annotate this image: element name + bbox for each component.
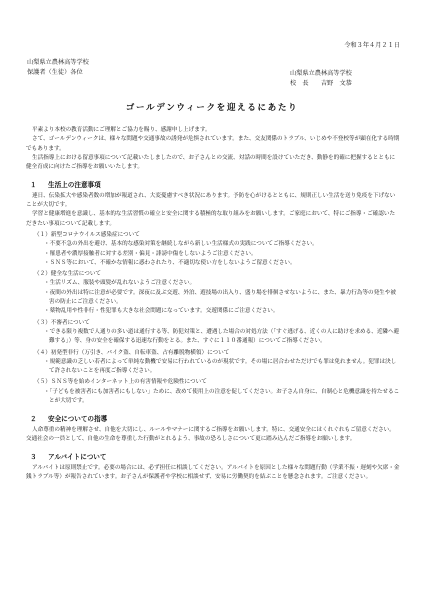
- section-number: １: [30, 181, 37, 190]
- document-title: ゴールデンウィークを迎えるにあたり: [125, 103, 299, 113]
- intro-paragraph: 生活指導上における留意事項について記載いたしましたので、お子さんとの交流、対話の時間を設けていただき、動静を的確に把握するとともに健全育成に向けたご指導をお願いいたします。: [26, 154, 396, 171]
- subsection-heading: （１）新型コロナウイルス感染症について: [34, 231, 140, 238]
- section-heading: [26, 415, 400, 424]
- bullet-item: ・罹患者や濃厚接触者に対する差別・偏見・誹謗中傷をしないようご注意ください。: [44, 250, 257, 257]
- recipient-school: 山梨県立農林高等学校: [27, 59, 89, 66]
- section-paragraph: 人命尊重の精神を理解させ、自他を大切にし、ルールやマナーに関するご指導をお願いします。特に、交通安全にはくれぐれもご留意ください。交通社会の一員として、自他の生命を尊重した行動がとれるよう、事故の恐ろしさについて更に踏み込んだご指導をお願いします。: [26, 426, 395, 442]
- bullet-item: ・生活リズム、服装や頭髪が乱れないようご注意ください。: [44, 280, 196, 287]
- sender-principal: 校 長 吉野 文恭: [290, 79, 352, 87]
- section-paragraph: アルバイトは原則禁止です。必要の場合には、必ず担任に相談してください。アルバイトを原因とした様々な問題行動（学業不振・遅刻や欠席・金銭トラブル等）が報告されています。お子さんが保護者や学校に相談せず、安易に労働契約を結ぶことを懸念されます。ご注意ください。: [26, 464, 400, 480]
- recipient-parents: 保護者（生徒）各位: [27, 68, 83, 76]
- section-title: アルバイトについて: [48, 453, 107, 462]
- section-title: 生活上の注意事項: [48, 181, 101, 190]
- section-heading: [26, 453, 400, 462]
- bullet-item: ・夜間の外出は特に注意が必要です。深夜に及ぶ交遊、外泊、遊技場の出入り、盛り場を徘徊させないように、また、暴力行為等の発生や被害の防止にご注意ください。: [44, 289, 396, 306]
- section-title: 安全についての指導: [48, 415, 108, 424]
- bullet-item: ・できる限り複数で人通りの多い道は通行する等、防犯対策と、遭遇した場合の対処方法（「すぐ逃げる、近くの人に助けを求める、近隣へ避難する」）等、身の安全を確保する迅速な行動をとる。また、すぐに１１０番通報）についてご指導ください。: [44, 328, 400, 345]
- section-number: ３: [30, 453, 37, 462]
- document-date: 令和３年４月２１日: [344, 42, 400, 49]
- bullet-item: ・薬物乱用や性非行・性犯罪も大きな社会問題になっています。交遊関係にご注意ください。: [44, 308, 279, 315]
- intro-paragraph: 平素より本校の教育活動にご理解とご協力を賜り、感謝申し上げます。: [32, 127, 211, 133]
- section-paragraph: 連日、伝染拡大や感染者数の増加が報道され、大変憂慮すべき状況にあります。予防を心がけるとともに、規則正しい生活を送り免疫を下げないことが大切です。: [26, 192, 396, 209]
- section-number: ２: [30, 415, 37, 424]
- recipient-block: [27, 58, 89, 77]
- document-body: [26, 126, 400, 482]
- bullet-item: ・ＳＮＳ等において、不確かな情報に惑わされたり、不適切な使い方をしないようご留意ください。: [44, 259, 296, 266]
- subsection-heading: （４）初発型非行（万引き、バイク盗、自転車盗、占有離脱物横領）について: [34, 349, 230, 356]
- sender-block: [290, 69, 352, 88]
- bullet-item: ・規範意識の乏しい若者によって単純な動機で安易に行われているのが現状です。その場に居合わせただけでも罪は免れません。犯罪は決して許されないことを再度ご指導ください。: [44, 358, 397, 375]
- sender-school: 山梨県立農林高等学校: [290, 70, 352, 77]
- section-heading: [26, 181, 400, 190]
- bullet-item: ・「子どもを被害者にも加害者にもしない」ために、改めて使用上の注意を促してください。お子さん自身に、自制心と危機意識を持たせることが大切です。: [44, 388, 400, 405]
- subsection-heading: （３）不審者について: [34, 319, 90, 326]
- intro-paragraph: さて、ゴールデンウィークは、様々な問題や交通事故の誘発が危惧されています。また、交友関係のトラブル、いじめや不登校等が顕在化する時期でもあります。: [26, 136, 400, 152]
- subsection-heading: （２）健全な生活について: [34, 271, 102, 278]
- section-paragraph: 学習と健康増進を意識し、基本的な生活習慣の確立と安全に関する積極的な取り組みをお願いします。ご家庭において、特にご指導・ご確認いただきたい事項について記載します。: [26, 211, 396, 227]
- bullet-item: ・不要不急の外出を避け、基本的な感染対策を継続しながら新しい生活様式の実践についてご指導ください。: [44, 241, 318, 248]
- subsection-heading: （５）ＳＮＳ等を始めインターネット上の有害情報や危険性について: [34, 379, 207, 386]
